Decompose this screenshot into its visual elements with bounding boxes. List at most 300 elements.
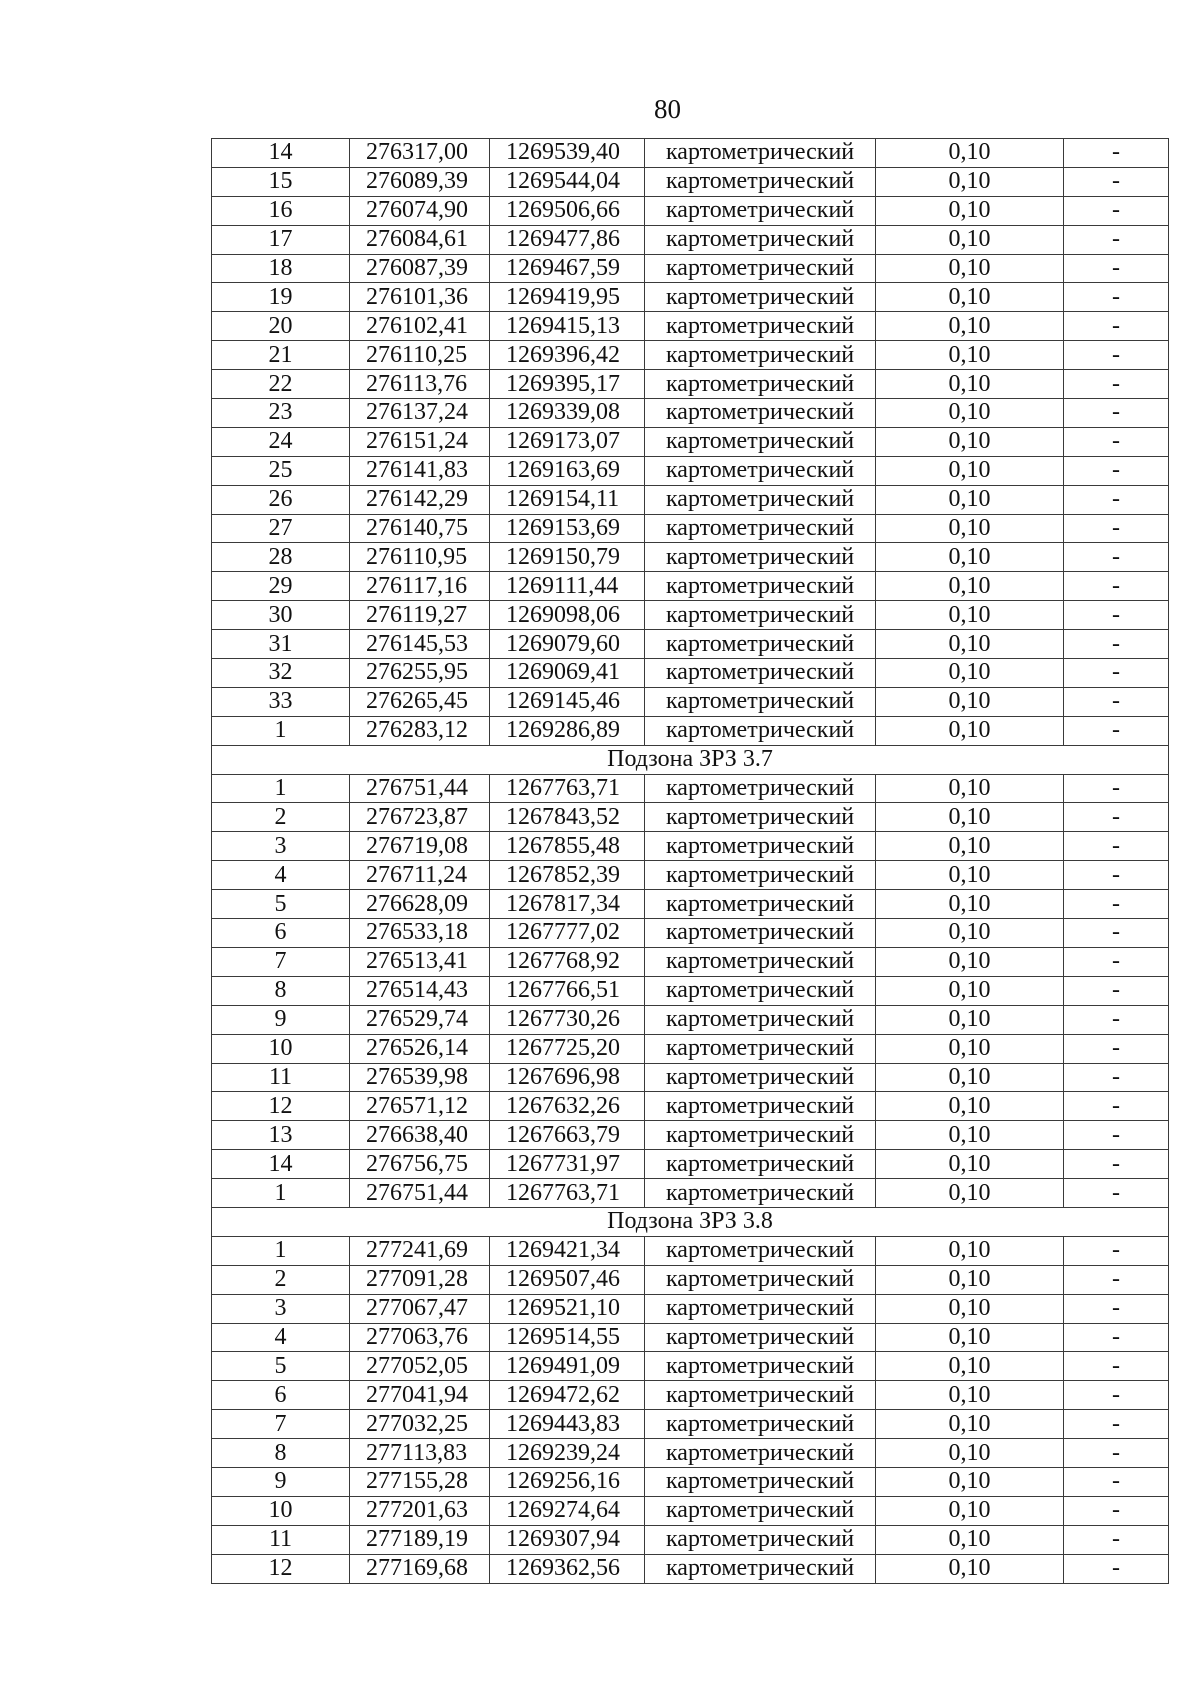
x-coordinate-cell: 276141,83: [350, 456, 490, 485]
description-cell: -: [1064, 1554, 1169, 1583]
table-row: [212, 254, 1169, 283]
y-coordinate-cell: 1269069,41: [490, 659, 645, 688]
table-row: [212, 1467, 1169, 1496]
table-row: [212, 283, 1169, 312]
y-coordinate-cell: 1269111,44: [490, 572, 645, 601]
coordinates-table: [211, 138, 1169, 1584]
accuracy-cell: 0,10: [876, 427, 1064, 456]
point-number-cell: 32: [212, 659, 350, 688]
method-cell: картометрический: [645, 716, 876, 745]
y-coordinate-cell: 1267843,52: [490, 803, 645, 832]
point-number-cell: 11: [212, 1063, 350, 1092]
accuracy-cell: 0,10: [876, 1179, 1064, 1208]
accuracy-cell: 0,10: [876, 485, 1064, 514]
table-row: [212, 832, 1169, 861]
point-number-cell: 18: [212, 254, 350, 283]
x-coordinate-cell: 277067,47: [350, 1294, 490, 1323]
description-cell: -: [1064, 687, 1169, 716]
x-coordinate-cell: 277113,83: [350, 1439, 490, 1468]
x-coordinate-cell: 277201,63: [350, 1496, 490, 1525]
method-cell: картометрический: [645, 1381, 876, 1410]
point-number-cell: 19: [212, 283, 350, 312]
x-coordinate-cell: 277169,68: [350, 1554, 490, 1583]
point-number-cell: 7: [212, 1410, 350, 1439]
x-coordinate-cell: 276526,14: [350, 1034, 490, 1063]
accuracy-cell: 0,10: [876, 1323, 1064, 1352]
y-coordinate-cell: 1269163,69: [490, 456, 645, 485]
point-number-cell: 30: [212, 601, 350, 630]
accuracy-cell: 0,10: [876, 1381, 1064, 1410]
page-number: 80: [654, 94, 681, 124]
description-cell: -: [1064, 1150, 1169, 1179]
method-cell: картометрический: [645, 1323, 876, 1352]
x-coordinate-cell: 276719,08: [350, 832, 490, 861]
accuracy-cell: 0,10: [876, 1525, 1064, 1554]
description-cell: -: [1064, 1179, 1169, 1208]
x-coordinate-cell: 277052,05: [350, 1352, 490, 1381]
description-cell: -: [1064, 1236, 1169, 1265]
x-coordinate-cell: 276137,24: [350, 399, 490, 428]
method-cell: картометрический: [645, 1525, 876, 1554]
table-row: [212, 312, 1169, 341]
table-row: [212, 1034, 1169, 1063]
y-coordinate-cell: 1267766,51: [490, 976, 645, 1005]
description-cell: -: [1064, 1323, 1169, 1352]
accuracy-cell: 0,10: [876, 1265, 1064, 1294]
point-number-cell: 9: [212, 1005, 350, 1034]
y-coordinate-cell: 1269467,59: [490, 254, 645, 283]
x-coordinate-cell: 276084,61: [350, 225, 490, 254]
method-cell: картометрический: [645, 1034, 876, 1063]
table-row: [212, 341, 1169, 370]
point-number-cell: 1: [212, 1236, 350, 1265]
accuracy-cell: 0,10: [876, 919, 1064, 948]
method-cell: картометрический: [645, 601, 876, 630]
table-row: [212, 803, 1169, 832]
table-row: [212, 774, 1169, 803]
point-number-cell: 25: [212, 456, 350, 485]
point-number-cell: 4: [212, 1323, 350, 1352]
y-coordinate-cell: 1269079,60: [490, 630, 645, 659]
method-cell: картометрический: [645, 572, 876, 601]
point-number-cell: 21: [212, 341, 350, 370]
method-cell: картометрический: [645, 485, 876, 514]
point-number-cell: 17: [212, 225, 350, 254]
y-coordinate-cell: 1269286,89: [490, 716, 645, 745]
method-cell: картометрический: [645, 196, 876, 225]
method-cell: картометрический: [645, 659, 876, 688]
description-cell: -: [1064, 1467, 1169, 1496]
table-row: [212, 225, 1169, 254]
accuracy-cell: 0,10: [876, 1150, 1064, 1179]
table-row: [212, 1352, 1169, 1381]
description-cell: -: [1064, 572, 1169, 601]
point-number-cell: 26: [212, 485, 350, 514]
table-row: [212, 1496, 1169, 1525]
table-row: [212, 543, 1169, 572]
description-cell: -: [1064, 947, 1169, 976]
accuracy-cell: 0,10: [876, 1439, 1064, 1468]
accuracy-cell: 0,10: [876, 1034, 1064, 1063]
y-coordinate-cell: 1269145,46: [490, 687, 645, 716]
method-cell: картометрический: [645, 543, 876, 572]
description-cell: -: [1064, 427, 1169, 456]
description-cell: -: [1064, 1294, 1169, 1323]
x-coordinate-cell: 276117,16: [350, 572, 490, 601]
accuracy-cell: 0,10: [876, 1005, 1064, 1034]
method-cell: картометрический: [645, 370, 876, 399]
x-coordinate-cell: 276756,75: [350, 1150, 490, 1179]
table-row: [212, 976, 1169, 1005]
x-coordinate-cell: 277041,94: [350, 1381, 490, 1410]
x-coordinate-cell: 276265,45: [350, 687, 490, 716]
x-coordinate-cell: 276101,36: [350, 283, 490, 312]
x-coordinate-cell: 276751,44: [350, 774, 490, 803]
description-cell: -: [1064, 976, 1169, 1005]
y-coordinate-cell: 1267852,39: [490, 861, 645, 890]
x-coordinate-cell: 277032,25: [350, 1410, 490, 1439]
table-row: [212, 1294, 1169, 1323]
y-coordinate-cell: 1269421,34: [490, 1236, 645, 1265]
accuracy-cell: 0,10: [876, 1063, 1064, 1092]
accuracy-cell: 0,10: [876, 832, 1064, 861]
accuracy-cell: 0,10: [876, 543, 1064, 572]
y-coordinate-cell: 1269154,11: [490, 485, 645, 514]
method-cell: картометрический: [645, 919, 876, 948]
x-coordinate-cell: 276638,40: [350, 1121, 490, 1150]
point-number-cell: 14: [212, 139, 350, 168]
point-number-cell: 3: [212, 1294, 350, 1323]
table-row: [212, 196, 1169, 225]
accuracy-cell: 0,10: [876, 716, 1064, 745]
table-row: [212, 572, 1169, 601]
point-number-cell: 6: [212, 919, 350, 948]
description-cell: -: [1064, 1121, 1169, 1150]
table-row: [212, 1265, 1169, 1294]
y-coordinate-cell: 1269396,42: [490, 341, 645, 370]
x-coordinate-cell: 276142,29: [350, 485, 490, 514]
accuracy-cell: 0,10: [876, 1410, 1064, 1439]
x-coordinate-cell: 276533,18: [350, 919, 490, 948]
y-coordinate-cell: 1269307,94: [490, 1525, 645, 1554]
point-number-cell: 11: [212, 1525, 350, 1554]
x-coordinate-cell: 276513,41: [350, 947, 490, 976]
y-coordinate-cell: 1269339,08: [490, 399, 645, 428]
table-row: [212, 1092, 1169, 1121]
y-coordinate-cell: 1269472,62: [490, 1381, 645, 1410]
description-cell: -: [1064, 861, 1169, 890]
method-cell: картометрический: [645, 312, 876, 341]
point-number-cell: 4: [212, 861, 350, 890]
method-cell: картометрический: [645, 1410, 876, 1439]
x-coordinate-cell: 276140,75: [350, 514, 490, 543]
description-cell: -: [1064, 1525, 1169, 1554]
y-coordinate-cell: 1267817,34: [490, 890, 645, 919]
point-number-cell: 22: [212, 370, 350, 399]
y-coordinate-cell: 1267632,26: [490, 1092, 645, 1121]
method-cell: картометрический: [645, 832, 876, 861]
point-number-cell: 1: [212, 774, 350, 803]
x-coordinate-cell: 276529,74: [350, 1005, 490, 1034]
table-row: [212, 1410, 1169, 1439]
accuracy-cell: 0,10: [876, 890, 1064, 919]
point-number-cell: 12: [212, 1554, 350, 1583]
point-number-cell: 24: [212, 427, 350, 456]
coordinates-table-body: [212, 139, 1169, 1584]
x-coordinate-cell: 276628,09: [350, 890, 490, 919]
table-row: [212, 659, 1169, 688]
point-number-cell: 3: [212, 832, 350, 861]
y-coordinate-cell: 1267725,20: [490, 1034, 645, 1063]
method-cell: картометрический: [645, 1150, 876, 1179]
y-coordinate-cell: 1269153,69: [490, 514, 645, 543]
description-cell: -: [1064, 196, 1169, 225]
method-cell: картометрический: [645, 399, 876, 428]
method-cell: картометрический: [645, 774, 876, 803]
method-cell: картометрический: [645, 1352, 876, 1381]
description-cell: -: [1064, 774, 1169, 803]
table-row: [212, 167, 1169, 196]
x-coordinate-cell: 276751,44: [350, 1179, 490, 1208]
table-row: [212, 427, 1169, 456]
x-coordinate-cell: 276110,25: [350, 341, 490, 370]
method-cell: картометрический: [645, 1236, 876, 1265]
method-cell: картометрический: [645, 630, 876, 659]
point-number-cell: 12: [212, 1092, 350, 1121]
y-coordinate-cell: 1269477,86: [490, 225, 645, 254]
y-coordinate-cell: 1269443,83: [490, 1410, 645, 1439]
x-coordinate-cell: 276102,41: [350, 312, 490, 341]
description-cell: -: [1064, 225, 1169, 254]
description-cell: -: [1064, 456, 1169, 485]
accuracy-cell: 0,10: [876, 601, 1064, 630]
method-cell: картометрический: [645, 803, 876, 832]
description-cell: -: [1064, 1265, 1169, 1294]
accuracy-cell: 0,10: [876, 659, 1064, 688]
method-cell: картометрический: [645, 167, 876, 196]
description-cell: -: [1064, 485, 1169, 514]
method-cell: картометрический: [645, 1294, 876, 1323]
y-coordinate-cell: 1269256,16: [490, 1467, 645, 1496]
method-cell: картометрический: [645, 861, 876, 890]
accuracy-cell: 0,10: [876, 370, 1064, 399]
x-coordinate-cell: 276074,90: [350, 196, 490, 225]
x-coordinate-cell: 276283,12: [350, 716, 490, 745]
method-cell: картометрический: [645, 456, 876, 485]
table-row: [212, 687, 1169, 716]
table-row: [212, 890, 1169, 919]
accuracy-cell: 0,10: [876, 1121, 1064, 1150]
description-cell: -: [1064, 1352, 1169, 1381]
description-cell: -: [1064, 1005, 1169, 1034]
method-cell: картометрический: [645, 1179, 876, 1208]
point-number-cell: 1: [212, 1179, 350, 1208]
accuracy-cell: 0,10: [876, 1092, 1064, 1121]
method-cell: картометрический: [645, 139, 876, 168]
x-coordinate-cell: 276514,43: [350, 976, 490, 1005]
accuracy-cell: 0,10: [876, 167, 1064, 196]
y-coordinate-cell: 1267777,02: [490, 919, 645, 948]
method-cell: картометрический: [645, 1554, 876, 1583]
x-coordinate-cell: 276317,00: [350, 139, 490, 168]
table-row: [212, 1439, 1169, 1468]
method-cell: картометрический: [645, 427, 876, 456]
point-number-cell: 20: [212, 312, 350, 341]
point-number-cell: 29: [212, 572, 350, 601]
point-number-cell: 28: [212, 543, 350, 572]
accuracy-cell: 0,10: [876, 947, 1064, 976]
table-row: [212, 1150, 1169, 1179]
description-cell: -: [1064, 716, 1169, 745]
x-coordinate-cell: 276255,95: [350, 659, 490, 688]
table-row: [212, 1381, 1169, 1410]
accuracy-cell: 0,10: [876, 514, 1064, 543]
method-cell: картометрический: [645, 1439, 876, 1468]
section-heading: Подзона ЗРЗ 3.7: [212, 745, 1169, 774]
x-coordinate-cell: 277091,28: [350, 1265, 490, 1294]
table-row: [212, 370, 1169, 399]
point-number-cell: 16: [212, 196, 350, 225]
y-coordinate-cell: 1269514,55: [490, 1323, 645, 1352]
description-cell: -: [1064, 1439, 1169, 1468]
y-coordinate-cell: 1267696,98: [490, 1063, 645, 1092]
description-cell: -: [1064, 1410, 1169, 1439]
accuracy-cell: 0,10: [876, 1352, 1064, 1381]
accuracy-cell: 0,10: [876, 572, 1064, 601]
point-number-cell: 2: [212, 803, 350, 832]
y-coordinate-cell: 1269098,06: [490, 601, 645, 630]
description-cell: -: [1064, 341, 1169, 370]
x-coordinate-cell: 276119,27: [350, 601, 490, 630]
y-coordinate-cell: 1269395,17: [490, 370, 645, 399]
point-number-cell: 9: [212, 1467, 350, 1496]
accuracy-cell: 0,10: [876, 803, 1064, 832]
x-coordinate-cell: 276089,39: [350, 167, 490, 196]
description-cell: -: [1064, 1496, 1169, 1525]
table-row: [212, 716, 1169, 745]
method-cell: картометрический: [645, 1265, 876, 1294]
description-cell: -: [1064, 370, 1169, 399]
point-number-cell: 2: [212, 1265, 350, 1294]
x-coordinate-cell: 276087,39: [350, 254, 490, 283]
x-coordinate-cell: 276110,95: [350, 543, 490, 572]
accuracy-cell: 0,10: [876, 254, 1064, 283]
accuracy-cell: 0,10: [876, 225, 1064, 254]
point-number-cell: 1: [212, 716, 350, 745]
description-cell: -: [1064, 803, 1169, 832]
method-cell: картометрический: [645, 1121, 876, 1150]
description-cell: -: [1064, 601, 1169, 630]
y-coordinate-cell: 1267731,97: [490, 1150, 645, 1179]
point-number-cell: 31: [212, 630, 350, 659]
method-cell: картометрический: [645, 976, 876, 1005]
point-number-cell: 8: [212, 1439, 350, 1468]
y-coordinate-cell: 1269539,40: [490, 139, 645, 168]
y-coordinate-cell: 1269544,04: [490, 167, 645, 196]
x-coordinate-cell: 277241,69: [350, 1236, 490, 1265]
method-cell: картометрический: [645, 1092, 876, 1121]
accuracy-cell: 0,10: [876, 196, 1064, 225]
description-cell: -: [1064, 630, 1169, 659]
method-cell: картометрический: [645, 1496, 876, 1525]
table-row: [212, 947, 1169, 976]
y-coordinate-cell: 1267763,71: [490, 1179, 645, 1208]
x-coordinate-cell: 277189,19: [350, 1525, 490, 1554]
y-coordinate-cell: 1267768,92: [490, 947, 645, 976]
description-cell: -: [1064, 139, 1169, 168]
table-row: [212, 1236, 1169, 1265]
description-cell: -: [1064, 312, 1169, 341]
table-row: [212, 919, 1169, 948]
accuracy-cell: 0,10: [876, 1294, 1064, 1323]
y-coordinate-cell: 1269415,13: [490, 312, 645, 341]
y-coordinate-cell: 1269419,95: [490, 283, 645, 312]
y-coordinate-cell: 1269491,09: [490, 1352, 645, 1381]
description-cell: -: [1064, 283, 1169, 312]
x-coordinate-cell: 276145,53: [350, 630, 490, 659]
method-cell: картометрический: [645, 283, 876, 312]
point-number-cell: 8: [212, 976, 350, 1005]
y-coordinate-cell: 1269521,10: [490, 1294, 645, 1323]
table-row: [212, 1525, 1169, 1554]
y-coordinate-cell: 1269274,64: [490, 1496, 645, 1525]
y-coordinate-cell: 1269507,46: [490, 1265, 645, 1294]
point-number-cell: 10: [212, 1496, 350, 1525]
accuracy-cell: 0,10: [876, 630, 1064, 659]
y-coordinate-cell: 1269173,07: [490, 427, 645, 456]
description-cell: -: [1064, 543, 1169, 572]
method-cell: картометрический: [645, 341, 876, 370]
table-row: [212, 456, 1169, 485]
point-number-cell: 10: [212, 1034, 350, 1063]
accuracy-cell: 0,10: [876, 399, 1064, 428]
x-coordinate-cell: 277063,76: [350, 1323, 490, 1352]
description-cell: -: [1064, 1092, 1169, 1121]
table-row: [212, 1554, 1169, 1583]
y-coordinate-cell: 1269150,79: [490, 543, 645, 572]
description-cell: -: [1064, 399, 1169, 428]
table-row: [212, 630, 1169, 659]
point-number-cell: 13: [212, 1121, 350, 1150]
point-number-cell: 5: [212, 1352, 350, 1381]
accuracy-cell: 0,10: [876, 139, 1064, 168]
point-number-cell: 27: [212, 514, 350, 543]
accuracy-cell: 0,10: [876, 1467, 1064, 1496]
table-row: [212, 1179, 1169, 1208]
method-cell: картометрический: [645, 225, 876, 254]
table-row: [212, 399, 1169, 428]
accuracy-cell: 0,10: [876, 687, 1064, 716]
description-cell: -: [1064, 919, 1169, 948]
method-cell: картометрический: [645, 947, 876, 976]
description-cell: -: [1064, 1034, 1169, 1063]
description-cell: -: [1064, 167, 1169, 196]
section-heading-row: [212, 1207, 1169, 1236]
method-cell: картометрический: [645, 687, 876, 716]
description-cell: -: [1064, 514, 1169, 543]
y-coordinate-cell: 1267730,26: [490, 1005, 645, 1034]
description-cell: -: [1064, 254, 1169, 283]
accuracy-cell: 0,10: [876, 1554, 1064, 1583]
x-coordinate-cell: 276723,87: [350, 803, 490, 832]
x-coordinate-cell: 277155,28: [350, 1467, 490, 1496]
section-heading: Подзона ЗРЗ 3.8: [212, 1207, 1169, 1236]
accuracy-cell: 0,10: [876, 456, 1064, 485]
table-row: [212, 514, 1169, 543]
point-number-cell: 7: [212, 947, 350, 976]
point-number-cell: 33: [212, 687, 350, 716]
table-row: [212, 485, 1169, 514]
